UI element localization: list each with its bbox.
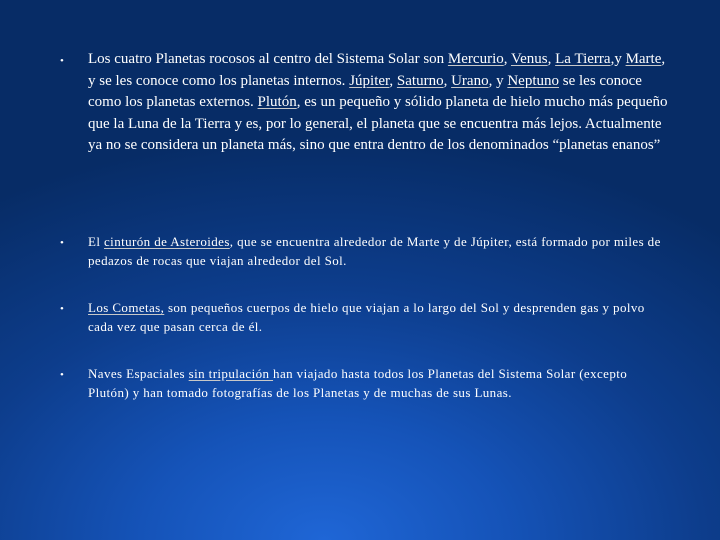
text-run: son pequeños cuerpos de hielo que viajan a lo largo del Sol y desprenden gas y polvo cada vez que pasan cerca de él. <box>88 300 645 334</box>
hyperlink[interactable]: sin tripulación <box>188 366 274 381</box>
text-run: , <box>503 51 511 67</box>
bullet-text <box>88 49 668 157</box>
hyperlink[interactable]: Plutón <box>257 94 297 110</box>
text-run: El <box>88 234 105 249</box>
text-run: ,y <box>610 51 626 67</box>
hyperlink[interactable]: Saturno <box>396 72 444 89</box>
hyperlink[interactable]: Los Cometas, <box>88 300 165 315</box>
hyperlink[interactable]: Neptuno <box>507 72 560 89</box>
text-run: , y <box>488 72 508 89</box>
text-run: , es un pequeño y sólido planeta de hielo mucho más pequeño que la Luna de la Tierra y es, por lo general, el planeta que se encuentra más lejos. Actualmente ya no se considera un planeta más, sino que entra dentro de los denominados “planetas enanos” <box>88 94 668 153</box>
text-run: , <box>389 72 397 89</box>
text-run: , que se encuentra alrededor de Marte y de Júpiter, está formado por miles de pedazos de rocas que viajan alrededor del Sol. <box>88 234 661 268</box>
bullet-text <box>88 364 668 402</box>
bullet-text <box>88 232 668 270</box>
hyperlink[interactable]: cinturón de Asteroides <box>104 234 230 249</box>
hyperlink[interactable]: Júpiter <box>349 72 390 89</box>
hyperlink[interactable]: Urano <box>451 72 489 89</box>
bullet-dot: • <box>60 55 64 67</box>
hyperlink[interactable]: Mercurio <box>447 51 504 67</box>
text-run: han viajado hasta todos los Planetas del Sistema Solar (excepto Plutón) y han tomado fotografías de los Planetas y de muchas de sus Lunas. <box>88 366 628 400</box>
bullet-text <box>88 298 668 336</box>
hyperlink[interactable]: La Tierra <box>555 51 611 67</box>
text-run: se les conoce como los planetas externos. <box>88 72 642 110</box>
text-run: , <box>443 72 452 89</box>
hyperlink[interactable]: Venus <box>510 51 548 67</box>
hyperlink[interactable]: Marte <box>625 51 662 67</box>
bullet-dot: • <box>60 303 65 315</box>
text-run: , <box>547 51 556 67</box>
text-run: Naves Espaciales <box>88 366 189 381</box>
text-run: Los cuatro Planetas rocosos al centro del Sistema Solar son <box>88 51 448 67</box>
text-run: , y se les conoce como los planetas internos. <box>88 51 666 89</box>
bullet-dot: • <box>60 369 65 381</box>
bullet-dot: • <box>60 237 65 249</box>
